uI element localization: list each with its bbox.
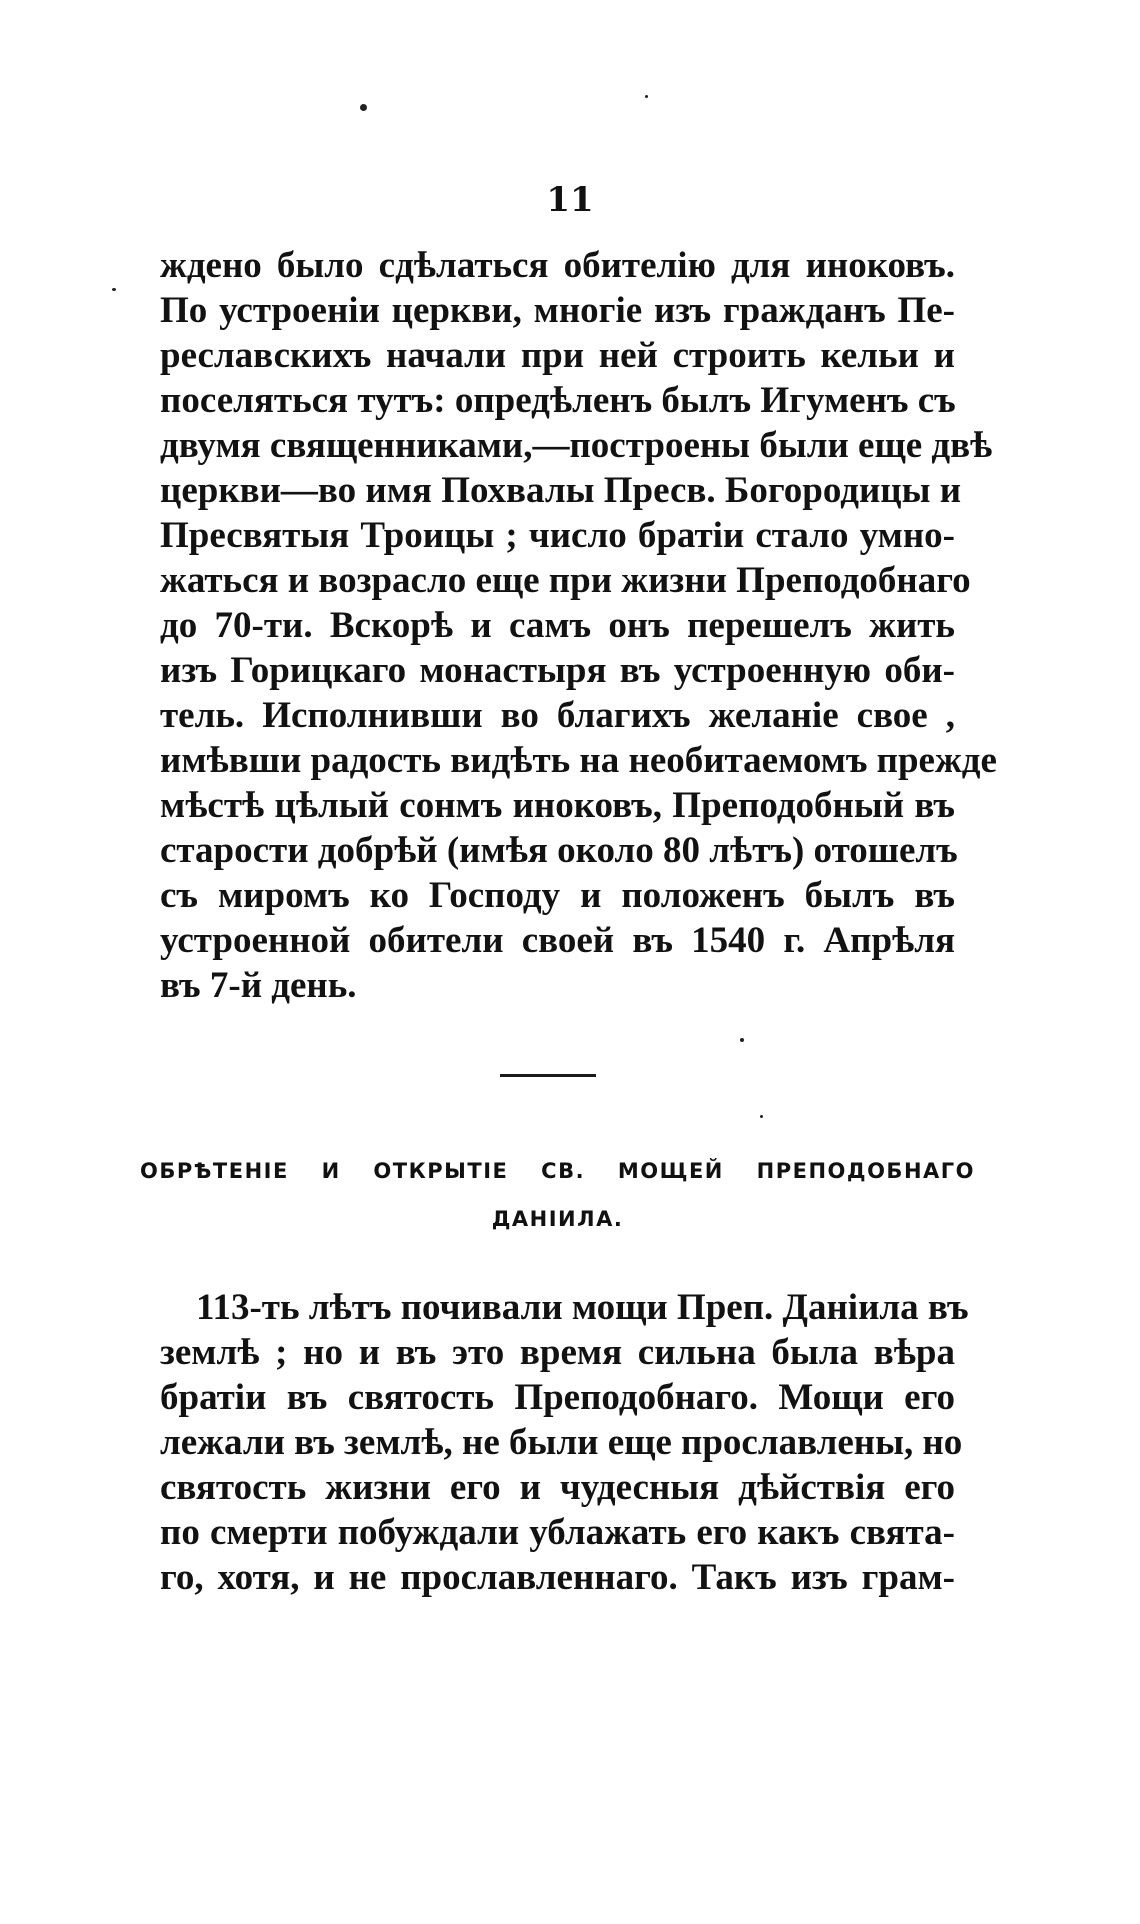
text-line: по смерти побуждали ублажать его какъ свята- (160, 1512, 955, 1553)
heading-line: ДАНІИЛА. (491, 1207, 624, 1231)
text-line: устроенной обители своей въ 1540 г. Апрѣля (160, 920, 955, 961)
text-line: жаться и возрасло еще при жизни Преподобнаго (160, 560, 971, 601)
paragraph-2 (160, 1285, 969, 1600)
section-divider (500, 1074, 596, 1077)
text-line: братіи въ святость Преподобнаго. Мощи его (160, 1377, 955, 1418)
paragraph-1 (160, 243, 997, 1008)
text-line: 113-ть лѣтъ почивали мощи Преп. Даніила въ (196, 1287, 969, 1328)
heading-line: ОБРѢТЕНІЕ И ОТКРЫТІЕ СВ. МОЩЕЙ ПРЕПОДОБНАГО (140, 1159, 975, 1183)
text-line: старости добрѣй (имѣя около 80 лѣтъ) отошелъ (160, 830, 958, 871)
text-line: По устроеніи церкви, многіе изъ гражданъ Пе- (160, 290, 955, 331)
text-line: поселяться тутъ: опредѣленъ былъ Игуменъ съ (160, 380, 956, 421)
text-line: тель. Исполнивши во благихъ желаніе свое , (160, 695, 955, 736)
text-line: двумя священниками,—построены были еще двѣ (160, 425, 993, 466)
ink-speck (112, 288, 116, 291)
page-number: 11 (546, 180, 594, 220)
ink-speck (760, 1115, 763, 1118)
text-line: реславскихъ начали при ней строить кельи и (160, 335, 955, 376)
text-line: го, хотя, и не прославленнаго. Такъ изъ грам- (160, 1557, 955, 1598)
text-line: ждено было сдѣлаться обителію для иноковъ. (160, 245, 955, 286)
text-line: имѣвши радость видѣть на необитаемомъ прежде (160, 740, 997, 781)
text-line: Пресвятыя Троицы ; число братіи стало умно- (160, 515, 955, 556)
text-line: до 70-ти. Вскорѣ и самъ онъ перешелъ жить (160, 605, 955, 646)
ink-speck (740, 1038, 744, 1042)
text-line: церкви—во имя Похвалы Пресв. Богородицы и (160, 470, 962, 511)
text-line: въ 7-й день. (160, 965, 357, 1006)
text-line: мѣстѣ цѣлый сонмъ иноковъ, Преподобный въ (160, 785, 955, 826)
text-line: землѣ ; но и въ это время сильна была вѣра (160, 1332, 955, 1373)
text-line: съ миромъ ко Господу и положенъ былъ въ (160, 875, 955, 916)
section-heading (140, 1147, 975, 1243)
text-line: изъ Горицкаго монастыря въ устроенную оби- (160, 650, 955, 691)
ink-speck (360, 104, 367, 111)
text-line: святость жизни его и чудесныя дѣйствія его (160, 1467, 955, 1508)
text-line: лежали въ землѣ, не были еще прославлены, но (160, 1422, 963, 1463)
ink-speck (645, 95, 648, 98)
